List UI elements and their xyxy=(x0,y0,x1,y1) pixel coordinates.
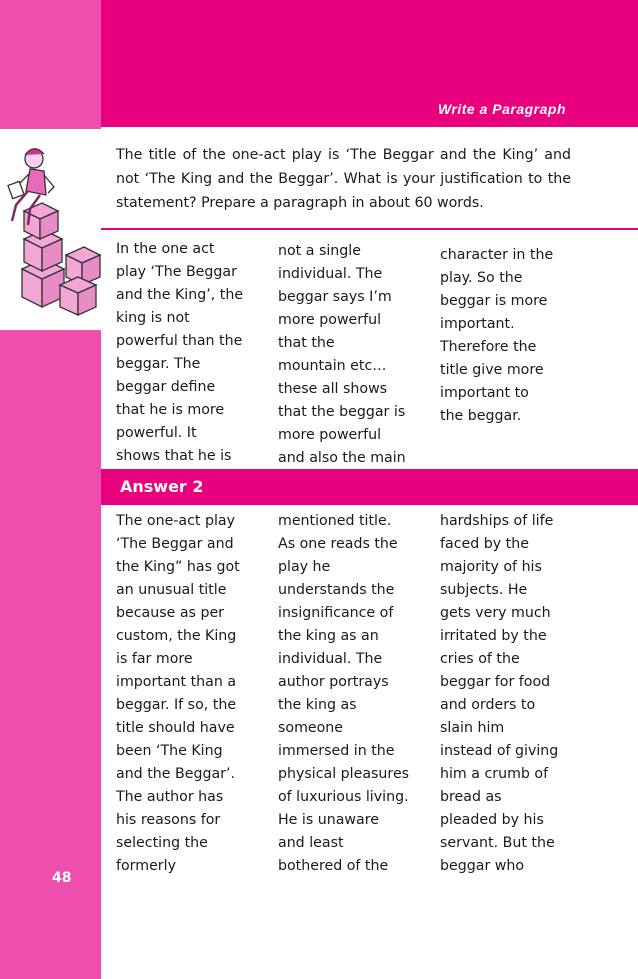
answer2-column-3: hardships of life faced by the majority of his subjects. He gets very much irritated by the cries of the beggar for food and orders to slain him instead of giving him a crumb of bread as pleaded by his servant. But the beggar who xyxy=(440,513,559,874)
answer2-column-1: The one-act play ‘The Beggar and the King” has got an unusual title because as per custom, the King is far more important than a beggar. If so, the title should have been ‘The King and the Beggar’. The author has his reasons for selecting the formerly xyxy=(116,513,240,874)
question-text: The title of the one-act play is ‘The Beggar and the King’ and not ‘The King and the Beggar’. What is your justification to the statement? Prepare a paragraph in about 60 words. xyxy=(116,147,571,211)
person-on-cubes-icon xyxy=(0,129,101,330)
answer2-column-2: mentioned title. As one reads the play he understands the insignificance of the king as an individual. The author portrays the king as someone immersed in the physical pleasures of luxurious living. He is unaware and least bothered of the xyxy=(278,513,410,874)
page-number: 48 xyxy=(52,870,72,886)
answer1-column-3: character in the play. So the beggar is more important. Therefore the title give more important to the beggar. xyxy=(440,247,554,424)
section-title: Write a Paragraph xyxy=(437,101,566,117)
answer1-column-2: not a single individual. The beggar says I’m more powerful that the mountain etc… these all shows that the beggar is more powerful and also the main xyxy=(278,243,406,466)
illustration-panel xyxy=(0,129,101,330)
divider-line-top xyxy=(101,228,638,230)
answer2-label: Answer 2 xyxy=(120,477,204,496)
answer1-column-1: In the one act play ‘The Beggar and the King’, the king is not powerful than the beggar. The beggar define that he is more powerful. It shows that he is xyxy=(116,241,244,464)
